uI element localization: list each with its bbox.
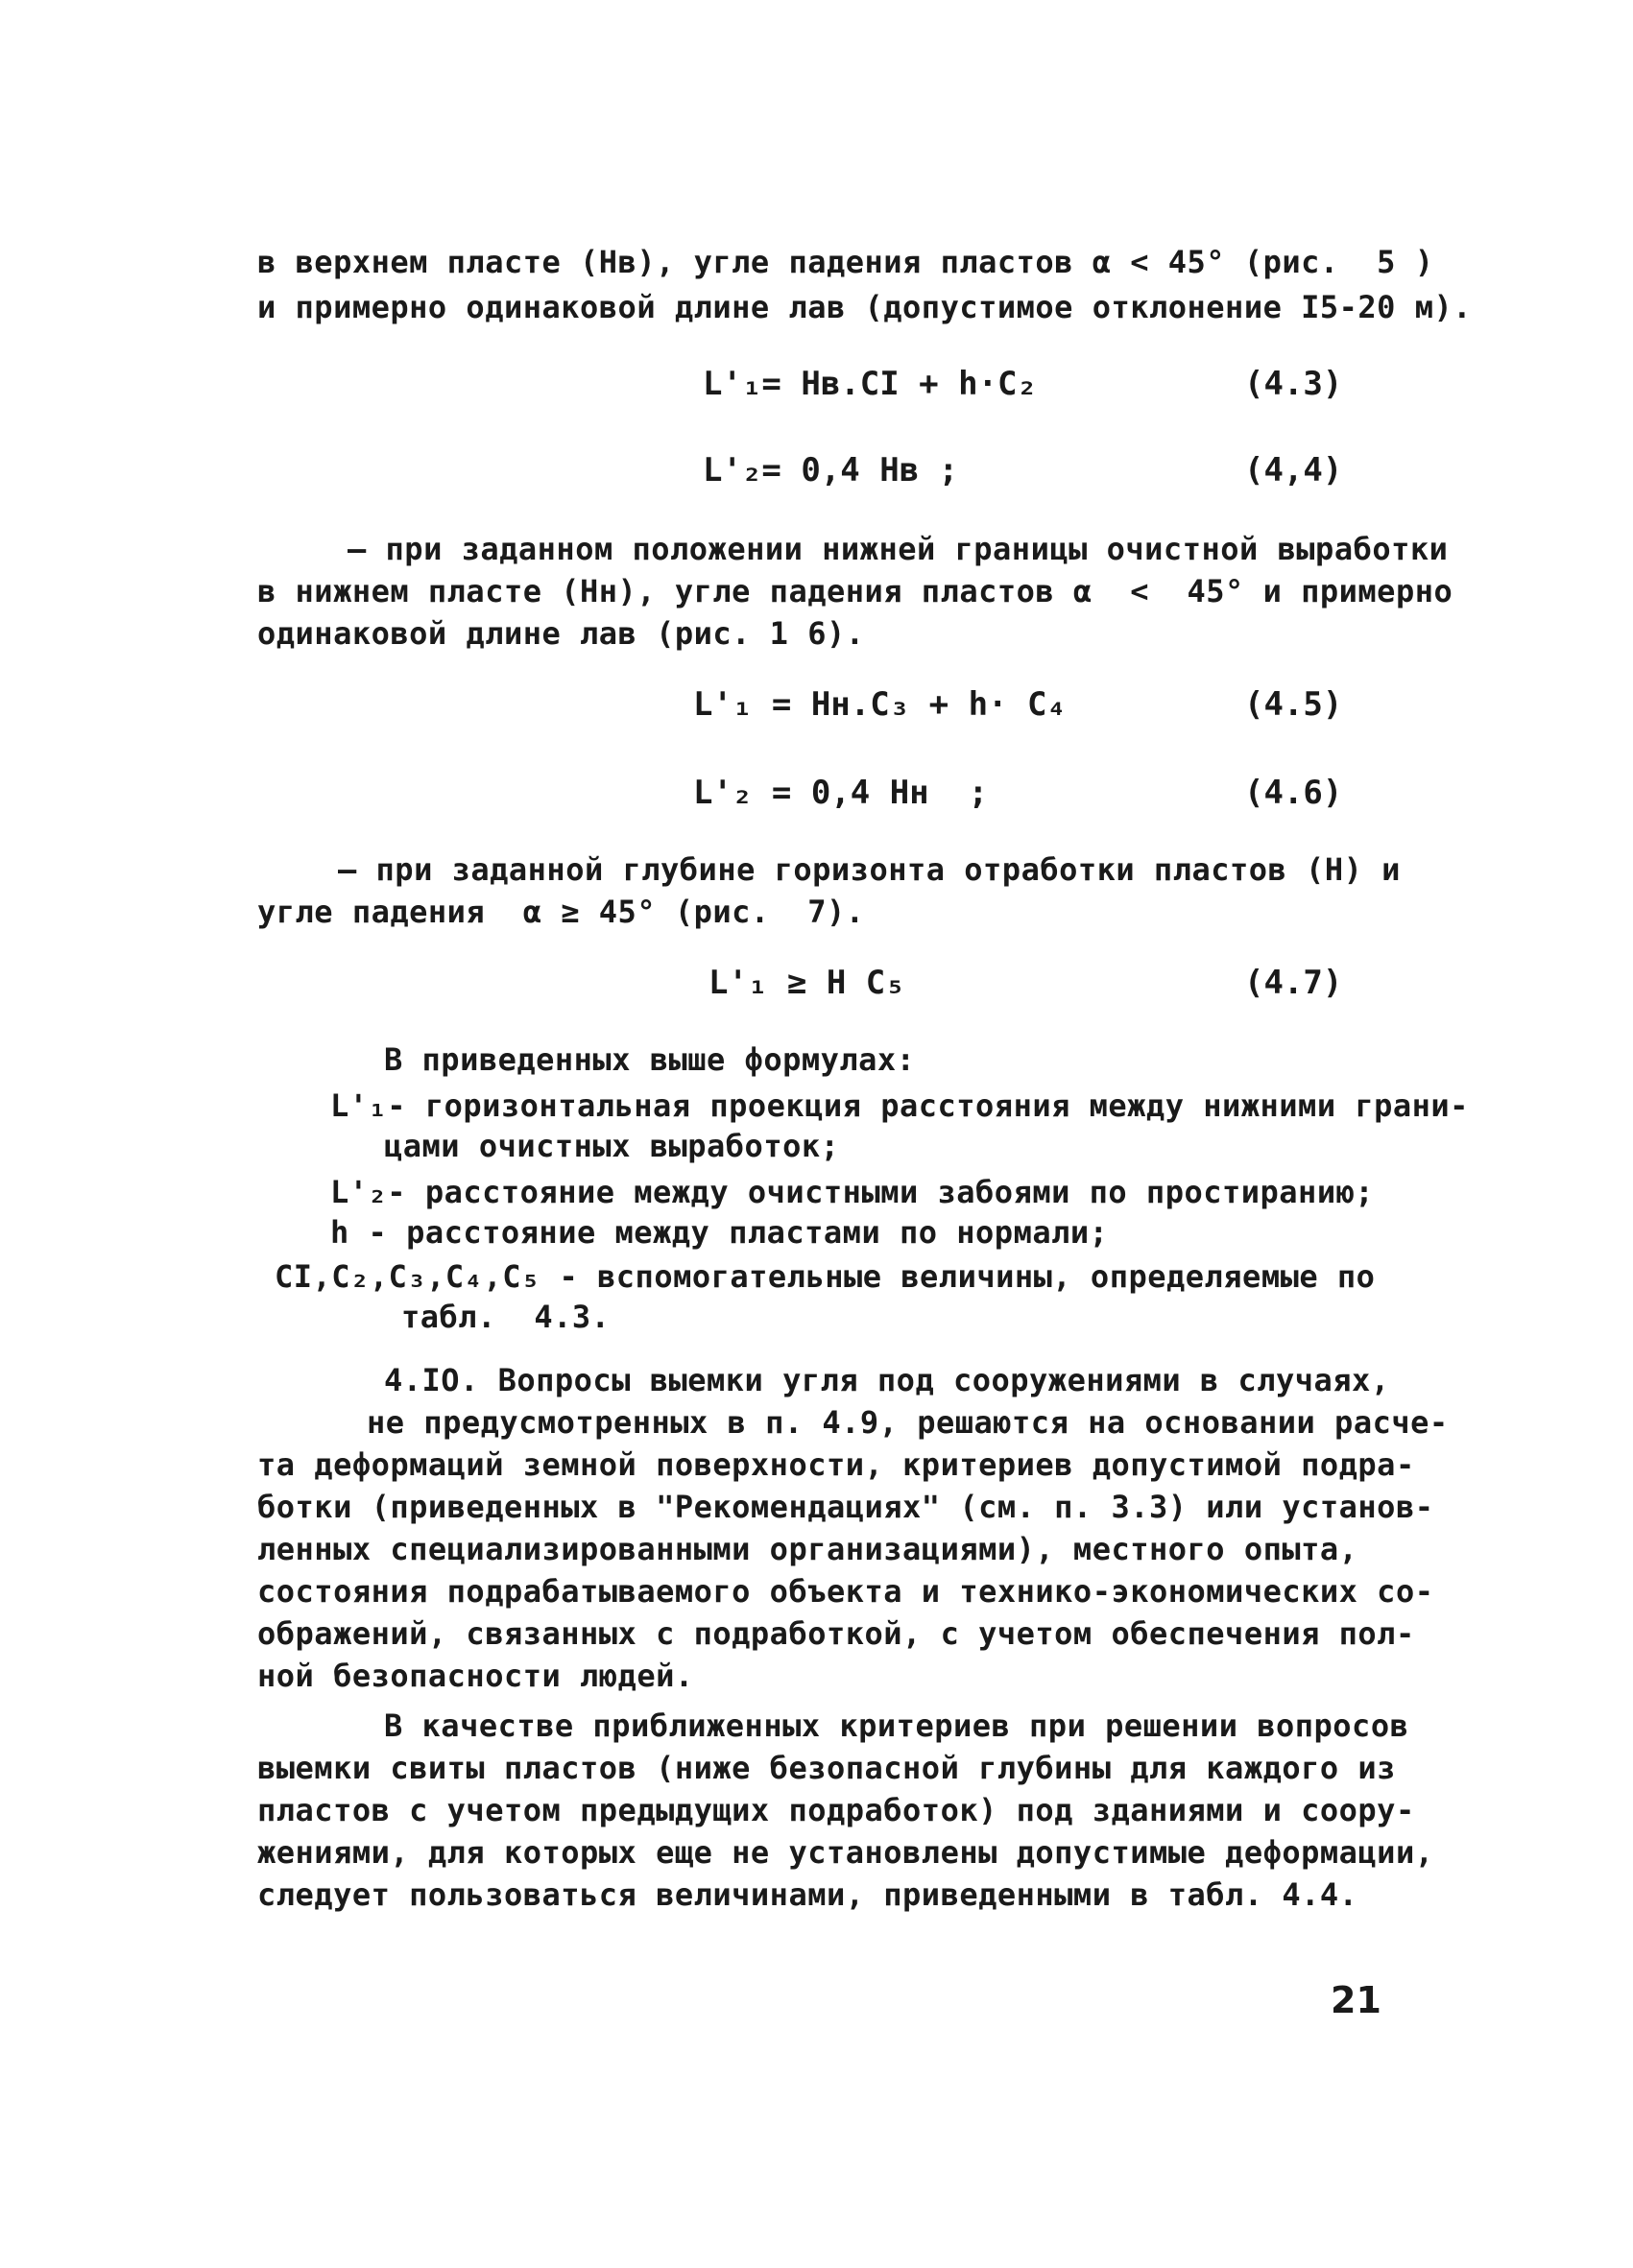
section-410-line-7: ображений, связанных с подработкой, с учетом обеспечения пол- bbox=[257, 1615, 1415, 1652]
intro-line-2: и примерно одинаковой длине лав (допустимое отклонение I5-20 м). bbox=[257, 289, 1472, 325]
formula-4-5: L'₁ = Нн.С₃ + h· C₄ bbox=[693, 685, 1067, 724]
equation-number-4-3: (4.3) bbox=[1244, 365, 1343, 403]
case-b-line-2: в нижнем пласте (Нн), угле падения пластов α < 45° и примерно bbox=[257, 573, 1453, 609]
legend-l1-line-2: цами очистных выработок; bbox=[384, 1128, 840, 1164]
criteria-line-1: В качестве приближенных критериев при решении вопросов bbox=[384, 1707, 1409, 1744]
intro-line-1: в верхнем пласте (Нв), угле падения пластов α < 45° (рис. 5 ) bbox=[257, 244, 1434, 280]
formula-4-6: L'₂ = 0,4 Нн ; bbox=[693, 774, 989, 812]
section-410-line-8: ной безопасности людей. bbox=[257, 1658, 694, 1694]
section-410-line-5: ленных специализированными организациями), местного опыта, bbox=[257, 1531, 1358, 1567]
formula-4-7: L'₁ ≥ Н С₅ bbox=[708, 964, 905, 1002]
equation-number-4-4: (4,4) bbox=[1244, 451, 1343, 489]
equation-number-4-6: (4.6) bbox=[1244, 774, 1343, 812]
legend-c-line-1: СI,С₂,С₃,С₄,С₅ - вспомогательные величины, определяемые по bbox=[275, 1258, 1376, 1295]
legend-l2: L'₂- расстояние между очистными забоями по простиранию; bbox=[330, 1174, 1375, 1210]
section-410-line-4: ботки (приведенных в "Рекомендациях" (см. п. 3.3) или установ- bbox=[257, 1489, 1434, 1525]
criteria-line-2: выемки свиты пластов (ниже безопасной глубины для каждого из bbox=[257, 1750, 1396, 1786]
case-c-line-1: – при заданной глубине горизонта отработки пластов (Н) и bbox=[338, 851, 1401, 888]
case-b-line-3: одинаковой длине лав (рис. 1 6). bbox=[257, 615, 865, 652]
criteria-line-4: жениями, для которых еще не установлены допустимые деформации, bbox=[257, 1834, 1434, 1871]
criteria-line-3: пластов с учетом предыдущих подработок) под зданиями и соору- bbox=[257, 1792, 1415, 1828]
legend-l1-line-1: L'₁- горизонтальная проекция расстояния между нижними грани- bbox=[330, 1087, 1469, 1124]
section-410-line-1: 4.IO. Вопросы выемки угля под сооружениями в случаях, bbox=[384, 1362, 1390, 1398]
legend-heading: В приведенных выше формулах: bbox=[384, 1041, 916, 1078]
criteria-line-5: следует пользоваться величинами, приведенными в табл. 4.4. bbox=[257, 1876, 1358, 1913]
legend-h: h - расстояние между пластами по нормали; bbox=[330, 1214, 1109, 1251]
section-410-line-6: состояния подрабатываемого объекта и технико-экономических со- bbox=[257, 1573, 1434, 1610]
case-b-line-1: – при заданном положении нижней границы очистной выработки bbox=[348, 531, 1449, 567]
formula-4-3: L'₁= Нв.СI + h·C₂ bbox=[703, 365, 1037, 403]
legend-c-line-2: табл. 4.3. bbox=[401, 1299, 611, 1335]
formula-4-4: L'₂= 0,4 Нв ; bbox=[703, 451, 959, 489]
page-number: 21 bbox=[1331, 1979, 1381, 2021]
section-410-line-2: не предусмотренных в п. 4.9, решаются на основании расче- bbox=[367, 1404, 1449, 1441]
equation-number-4-7: (4.7) bbox=[1244, 964, 1343, 1002]
section-410-line-3: та деформаций земной поверхности, критериев допустимой подра- bbox=[257, 1446, 1415, 1483]
case-c-line-2: угле падения α ≥ 45° (рис. 7). bbox=[257, 894, 865, 930]
equation-number-4-5: (4.5) bbox=[1244, 685, 1343, 724]
